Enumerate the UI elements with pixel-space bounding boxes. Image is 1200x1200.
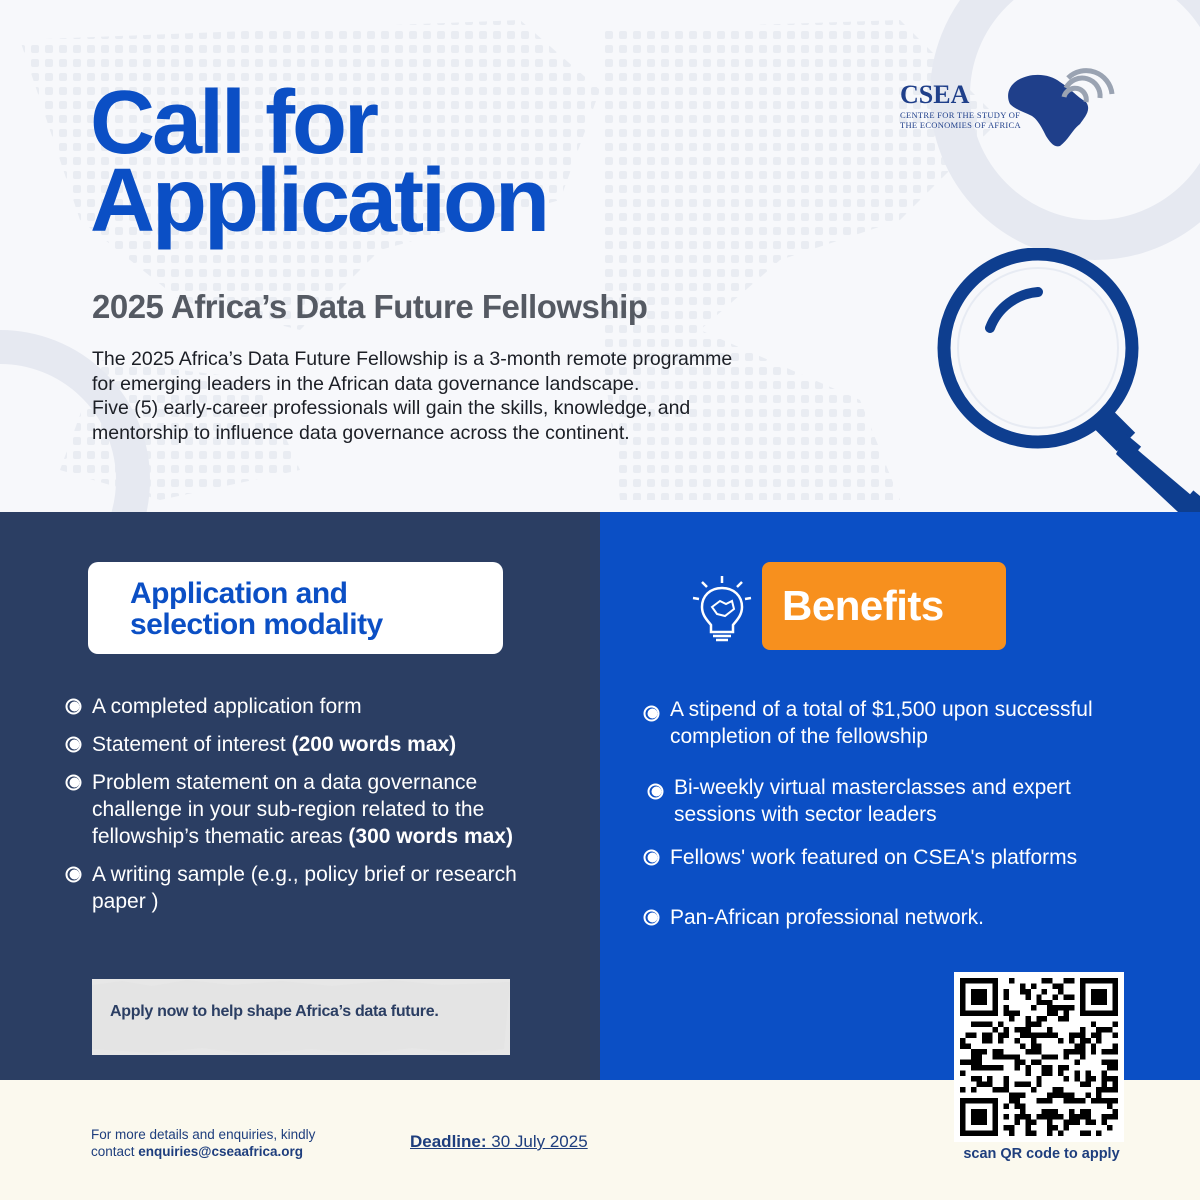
modality-title-card xyxy=(88,562,503,654)
bullet-icon xyxy=(65,774,82,791)
list-item xyxy=(92,861,552,915)
list-item xyxy=(92,769,552,850)
modality-panel xyxy=(0,512,600,1080)
modality-title xyxy=(130,578,383,640)
contact-line: For more details and enquiries, kindly xyxy=(91,1127,316,1142)
intro-line: Five (5) early-career professionals will gain the skills, knowledge, and xyxy=(92,397,691,419)
list-item-text: Problem statement on a data governance challenge in your sub-region related to the fellowship’s thematic areas xyxy=(92,771,485,848)
bullet-icon xyxy=(65,866,82,883)
intro-line: for emerging leaders in the African data governance landscape. xyxy=(92,372,640,395)
magnifier-icon xyxy=(930,248,1200,512)
list-item-text: Bi-weekly virtual masterclasses and expert sessions with sector leaders xyxy=(674,776,1071,826)
qr-code[interactable] xyxy=(954,972,1124,1142)
deadline-value: 30 July 2025 xyxy=(486,1132,588,1151)
list-item xyxy=(670,696,1150,750)
logo-subtitle-line: CENTRE FOR THE STUDY OF xyxy=(900,110,1021,120)
bullet-icon xyxy=(65,698,82,715)
apply-note-strip xyxy=(92,979,510,1055)
list-item-text: A stipend of a total of $1,500 upon successful completion of the fellowship xyxy=(670,698,1093,748)
page-subtitle: 2025 Africa’s Data Future Fellowship xyxy=(92,288,648,325)
benefits-title-card xyxy=(762,562,1006,650)
intro-paragraph xyxy=(92,347,862,445)
bullet-icon xyxy=(65,736,82,753)
benefits-title: Benefits xyxy=(782,582,944,629)
list-item-text: A completed application form xyxy=(92,695,362,718)
list-item xyxy=(670,844,1150,871)
apply-note-text: Apply now to help shape Africa’s data future. xyxy=(110,1003,439,1020)
list-item xyxy=(92,731,552,758)
list-item xyxy=(674,774,1134,828)
logo-subtitle xyxy=(900,110,1021,130)
list-item-emphasis: (300 words max) xyxy=(348,825,513,848)
csea-logo xyxy=(900,66,1125,152)
modality-list xyxy=(92,693,552,926)
list-item-emphasis: (200 words max) xyxy=(291,733,457,756)
contact-info xyxy=(91,1126,315,1160)
contact-email-link[interactable]: enquiries@cseaafrica.org xyxy=(138,1144,304,1159)
contact-line xyxy=(91,1143,315,1160)
title-line: Application xyxy=(90,151,547,251)
logo-subtitle-line: THE ECONOMIES OF AFRICA xyxy=(900,120,1021,130)
bullet-icon xyxy=(643,849,660,866)
list-item-text: A writing sample (e.g., policy brief or research paper ) xyxy=(92,863,517,913)
title-line: Call for xyxy=(90,73,377,173)
deadline xyxy=(410,1132,588,1152)
list-item-text: Statement of interest xyxy=(92,733,292,756)
logo-name: CSEA xyxy=(900,80,970,109)
list-item xyxy=(92,693,552,720)
qr-code-icon xyxy=(960,978,1118,1136)
lightbulb-handshake-icon xyxy=(692,574,752,644)
bullet-icon xyxy=(643,705,660,722)
qr-caption: scan QR code to apply xyxy=(963,1146,1120,1162)
intro-line: The 2025 Africa’s Data Future Fellowship is a 3-month remote programme xyxy=(92,348,733,370)
list-item-text: Pan-African professional network. xyxy=(670,906,984,929)
bullet-icon xyxy=(647,783,664,800)
list-item-text: Fellows' work featured on CSEA's platforms xyxy=(670,846,1078,869)
deadline-label: Deadline: xyxy=(410,1132,487,1151)
intro-line: mentorship to influence data governance across the continent. xyxy=(92,421,630,444)
modality-title-line: selection modality xyxy=(130,608,383,641)
list-item xyxy=(670,904,1150,931)
bullet-icon xyxy=(643,909,660,926)
modality-title-line: Application and xyxy=(130,577,348,610)
contact-prefix: contact xyxy=(91,1144,139,1159)
page-title xyxy=(90,73,547,251)
header-section xyxy=(0,0,1200,512)
